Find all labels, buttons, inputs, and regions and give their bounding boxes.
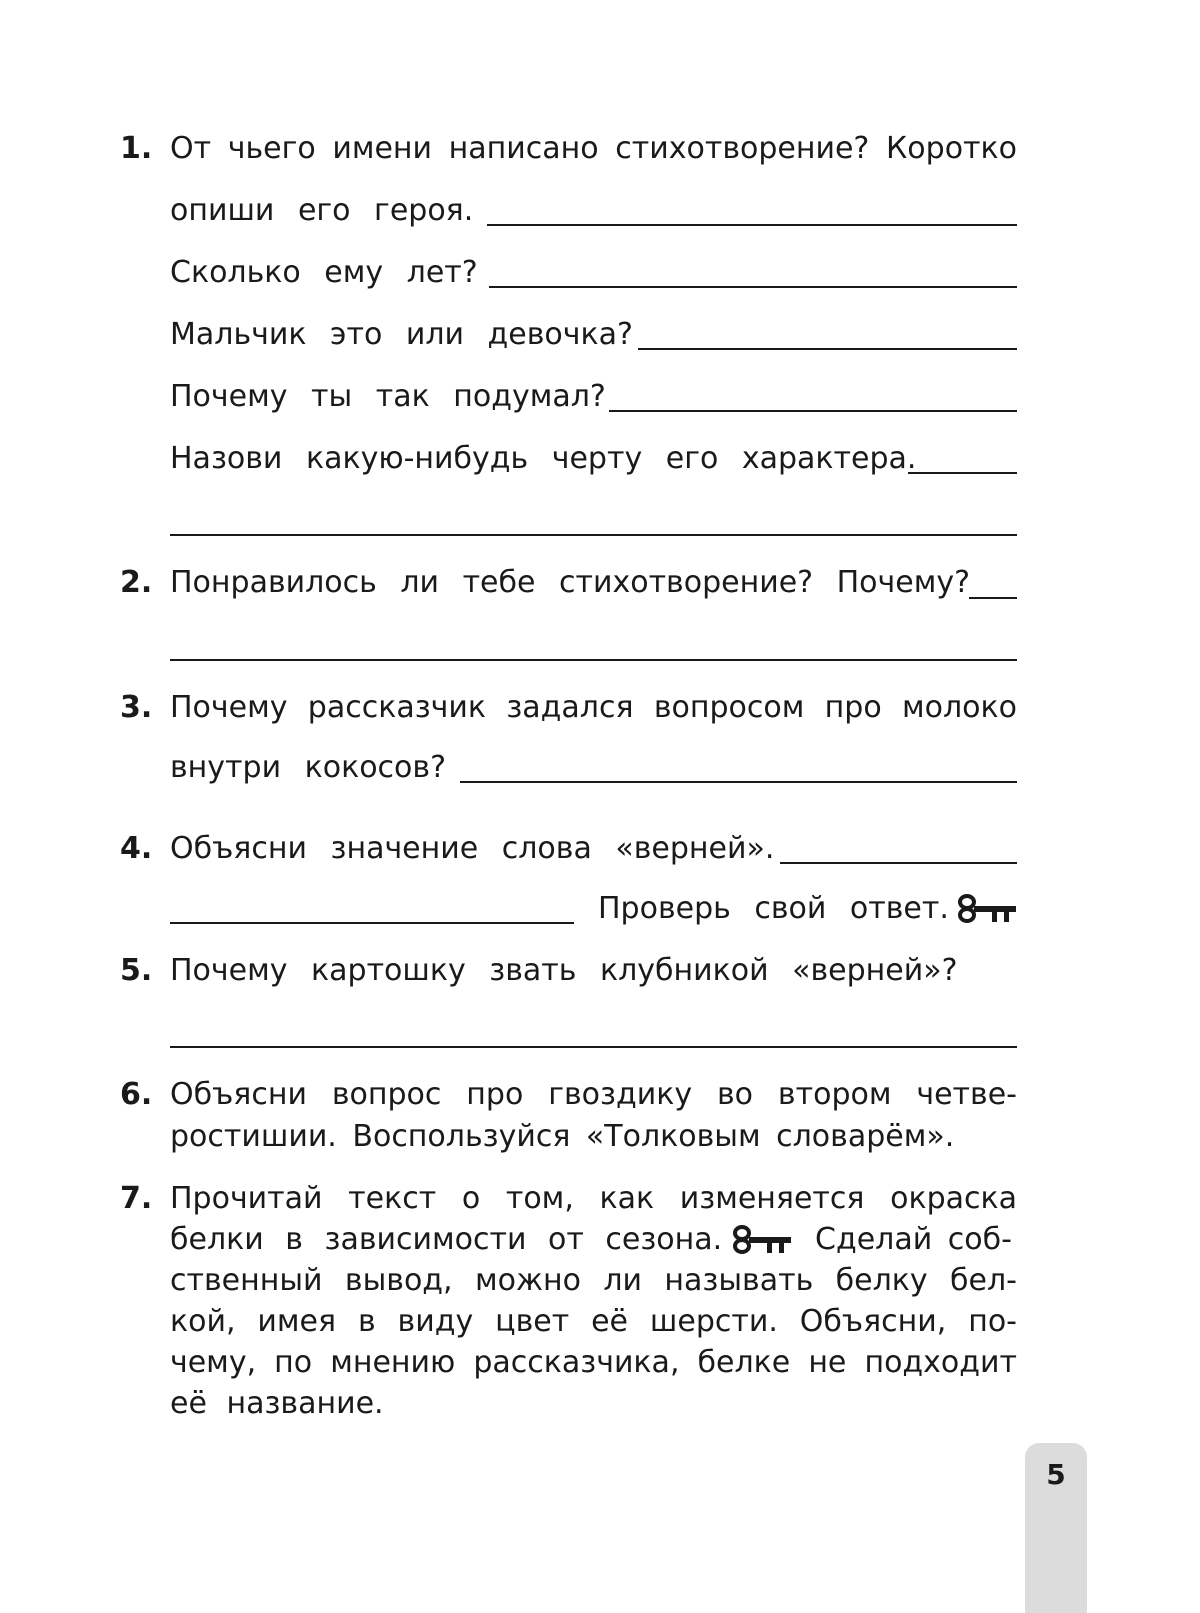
question-7-line-5: чему, по мнению рассказчика, белке не подходит — [170, 1345, 1017, 1380]
answer-line[interactable] — [609, 410, 1017, 412]
answer-line[interactable] — [780, 862, 1017, 864]
check-answer-text: Проверь свой ответ. — [598, 891, 949, 926]
answer-line[interactable] — [170, 922, 574, 924]
question-1-line-1: От чьего имени написано стихотворение? Коротко — [170, 131, 1017, 166]
key-icon — [733, 1225, 793, 1255]
question-1-line-2: опиши его героя. — [170, 193, 474, 228]
key-icon — [958, 894, 1018, 924]
question-4-text: Объясни значение слова «верней». — [170, 831, 775, 866]
question-6-line-1: Объясни вопрос про гвоздику во втором четве- — [170, 1077, 1017, 1112]
page-number: 5 — [1046, 1458, 1066, 1491]
answer-line[interactable] — [170, 659, 1017, 661]
answer-line[interactable] — [969, 597, 1017, 599]
question-4-number: 4. — [120, 831, 153, 866]
question-6-line-2: ростишии. Воспользуйся «Толковым словарём». — [170, 1119, 955, 1154]
question-6-number: 6. — [120, 1077, 153, 1112]
question-3-number: 3. — [120, 690, 153, 725]
answer-line[interactable] — [489, 286, 1017, 288]
question-7-line-2b: Сделай соб- — [815, 1222, 1012, 1257]
question-7-line-6: её название. — [170, 1386, 384, 1421]
question-1-line-3: Сколько ему лет? — [170, 255, 478, 290]
answer-line[interactable] — [460, 781, 1017, 783]
question-7-line-2: белки в зависимости от сезона. — [170, 1222, 723, 1257]
question-2-text: Понравилось ли тебе стихотворение? Почему? — [170, 565, 971, 600]
question-3-line-2: внутри кокосов? — [170, 750, 447, 785]
question-5-number: 5. — [120, 953, 153, 988]
question-1-number: 1. — [120, 131, 153, 166]
question-3-line-1: Почему рассказчик задался вопросом про молоко — [170, 690, 1017, 725]
answer-line[interactable] — [170, 534, 1017, 536]
question-7-number: 7. — [120, 1181, 153, 1216]
question-1-line-4: Мальчик это или девочка? — [170, 317, 633, 352]
question-5-text: Почему картошку звать клубникой «верней»? — [170, 953, 958, 988]
answer-line[interactable] — [487, 224, 1017, 226]
question-1-line-6: Назови какую-нибудь черту его характера. — [170, 441, 917, 476]
answer-line[interactable] — [170, 1046, 1017, 1048]
answer-line[interactable] — [908, 472, 1017, 474]
question-2-number: 2. — [120, 565, 153, 600]
question-7-line-4: кой, имея в виду цвет её шерсти. Объясни, по- — [170, 1304, 1017, 1339]
question-1-line-5: Почему ты так подумал? — [170, 379, 606, 414]
question-7-line-1: Прочитай текст о том, как изменяется окраска — [170, 1181, 1017, 1216]
answer-line[interactable] — [638, 348, 1017, 350]
question-7-line-3: ственный вывод, можно ли называть белку бел- — [170, 1263, 1017, 1298]
